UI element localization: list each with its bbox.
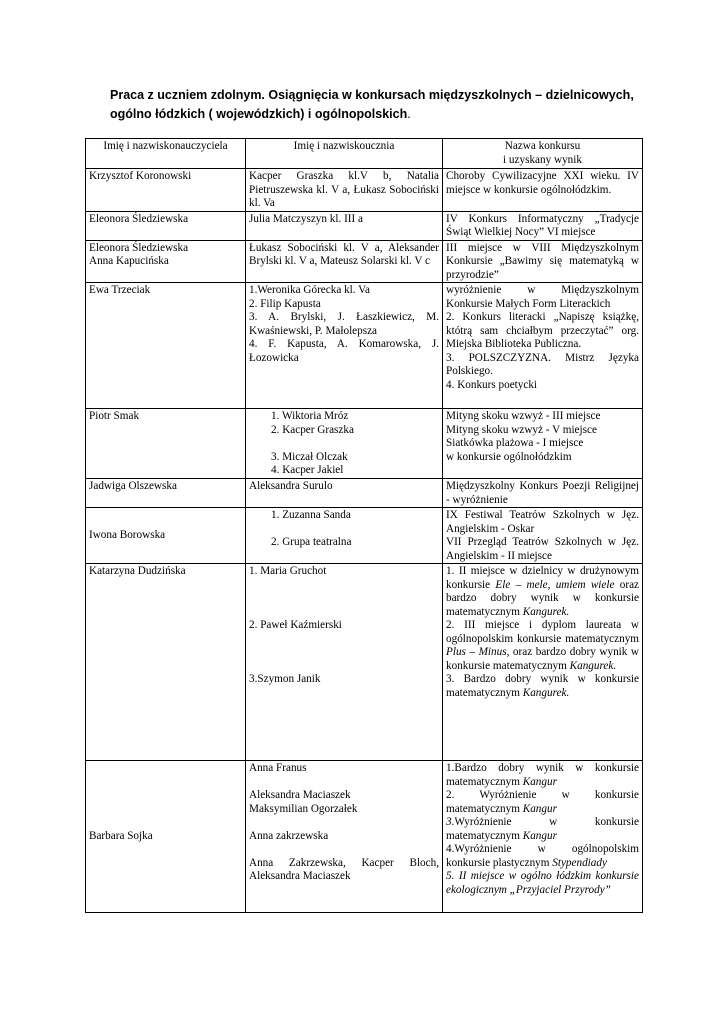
result-cell — [443, 508, 643, 564]
student-entry: 2. Paweł Kaźmierski — [249, 619, 342, 631]
result-entry — [446, 565, 639, 619]
result-cell — [443, 564, 643, 761]
result-entry — [446, 673, 639, 700]
table-header-row — [86, 139, 643, 169]
result-cell: III miejsce w VIII Międzyszkolnym Konkursie „Bawimy się matematyką w przyrodzie” — [443, 240, 643, 283]
result-text: oraz bardzo dobry wynik w konkursie matematycznym — [446, 578, 639, 618]
result-cell — [443, 761, 643, 913]
result-cell — [443, 283, 643, 409]
result-text: 4.Wyróżnienie w ogólnopolskim konkursie plastycznym — [446, 843, 639, 869]
result-text: Wyróżnienie w konkursie matematycznym — [446, 816, 639, 842]
student-entry: Maksymilian Ogorzałek — [249, 802, 358, 815]
result-entry — [446, 762, 639, 789]
contest-name: Kangurek. — [522, 605, 570, 618]
student-entry: Anna Zakrzewska, Kacper Bloch, Aleksandra Maciaszek — [249, 856, 439, 882]
teacher-cell — [86, 211, 246, 240]
table-row — [86, 169, 643, 212]
student-entry: 3. A. Brylski, J. Łaszkiewicz, M. Kwaśniewski, P. Małolepsza — [249, 311, 439, 337]
teacher-name: Barbara Sojka — [89, 830, 153, 843]
contest-name: Kangurek. — [569, 659, 617, 672]
spacer — [249, 592, 439, 606]
spacer — [249, 606, 439, 620]
teacher-cell — [86, 564, 246, 761]
contest-name: Plus – Minus, — [446, 646, 510, 658]
teacher-name: Eleonora Śledziewska — [89, 212, 189, 225]
student-cell — [246, 283, 443, 409]
table-row — [86, 761, 643, 913]
student-entry: Aleksandra Maciaszek — [249, 789, 351, 801]
spacer — [249, 843, 439, 857]
student-cell: Julia Matczyszyn kl. III a — [246, 211, 443, 240]
teacher-name: Eleonora Śledziewska — [89, 241, 189, 254]
result-cell: Choroby Cywilizacyjne XXI wieku. IV miejsce w konkursie ogólnołódzkim. — [443, 169, 643, 212]
contest-name: Kangur — [522, 829, 557, 842]
teacher-name: Iwona Borowska — [89, 529, 166, 542]
result-entry: Siatkówka plażowa - I miejsce — [446, 437, 584, 449]
student-entry: 4. Kacper Jakiel — [271, 464, 344, 476]
result-entry — [446, 619, 639, 673]
result-entry: 3. POLSZCZYZNA. Mistrz Języka Polskiego. — [446, 351, 639, 377]
result-entry: Mityng skoku wzwyż - III miejsce — [446, 410, 601, 422]
result-entry: wyróżnienie w Międzyszkolnym Konkursie Małych Form Literackich — [446, 284, 639, 310]
result-text: oraz bardzo dobry wynik w konkursie matematycznym — [446, 646, 640, 672]
result-entry: IX Festiwal Teatrów Szkolnych w Jęz. Angielskim - Oskar — [446, 509, 639, 535]
student-entry: 1. Wiktoria Mróz — [271, 410, 349, 422]
result-entry: w konkursie ogólnołódzkim — [446, 450, 572, 463]
teacher-cell — [86, 479, 246, 508]
teacher-name: Jadwiga Olszewska — [89, 480, 177, 492]
result-entry: Mityng skoku wzwyż - V miejsce — [446, 423, 597, 436]
result-text: 1.Bardzo dobry wynik w konkursie matematycznym — [446, 762, 639, 788]
header-contest — [443, 139, 643, 169]
spacer — [249, 579, 439, 593]
teacher-name: Ewa Trzeciak — [89, 284, 151, 296]
student-cell: Łukasz Sobociński kl. V a, Aleksander Brylski kl. V a, Mateusz Solarski kl. V c — [246, 240, 443, 283]
student-cell — [246, 564, 443, 761]
result-entry — [446, 816, 639, 843]
teacher-cell — [86, 508, 246, 564]
result-entry: VII Przegląd Teatrów Szkolnych w Jęz. Angielskim - II miejsce — [446, 536, 639, 562]
teacher-name: Krzysztof Koronowski — [89, 170, 192, 182]
teacher-cell — [86, 283, 246, 409]
header-contest-line2: i uzyskany wynik — [503, 153, 582, 166]
spacer — [249, 660, 439, 674]
student-cell: Kacper Graszka kl.V b, Natalia Pietruszewska kl. V a, Łukasz Sobociński kl. Va — [246, 169, 443, 212]
spacer — [249, 816, 439, 830]
spacer — [249, 646, 439, 660]
student-entry: 4. F. Kapusta, A. Komarowska, J. Łozowicka — [249, 338, 439, 364]
achievements-table — [85, 138, 643, 913]
contest-name: Kangur — [522, 802, 557, 815]
result-text: 2. Wyróżnienie w konkursie matematycznym — [446, 789, 639, 815]
contest-name: Kangur — [522, 775, 557, 788]
contest-name: Ele – mele, umiem wiele — [495, 578, 615, 591]
result-entry — [446, 843, 639, 870]
result-entry: 5. II miejsce w ogólno łódzkim konkursie ekologicznym „Przyjaciel Przyrody” — [446, 870, 639, 896]
teacher-cell — [86, 409, 246, 479]
spacer — [249, 523, 439, 537]
student-entry: 2. Grupa teatralna — [271, 536, 352, 548]
table-row — [86, 240, 643, 283]
table-row — [86, 409, 643, 479]
header-student: Imię i nazwiskoucznia — [246, 139, 443, 169]
header-teacher: Imię i nazwiskonauczyciela — [86, 139, 246, 169]
table-row — [86, 564, 643, 761]
student-entry: 2. Filip Kapusta — [249, 297, 321, 310]
student-cell: Aleksandra Surulo — [246, 479, 443, 508]
contest-name: Stypendiady — [552, 856, 607, 869]
student-entry: 1.Weronika Górecka kl. Va — [249, 284, 370, 296]
teacher-cell — [86, 761, 246, 913]
result-text: 3. Bardzo dobry wynik w konkursie matematycznym — [446, 673, 639, 699]
teacher-name: Anna Kapucińska — [89, 255, 169, 267]
student-cell — [246, 761, 443, 913]
result-cell: Międzyszkolny Konkurs Poezji Religijnej - wyróżnienie — [443, 479, 643, 508]
student-entry: 3.Szymon Janik — [249, 673, 321, 685]
result-entry — [446, 789, 639, 816]
result-entry: 2. Konkurs literacki „Napiszę książkę, któtrą sam chciałbym przeczytać” org. Miejska Biblioteka Publiczna. — [446, 311, 639, 350]
student-entry: 1. Maria Gruchot — [249, 565, 327, 577]
header-contest-line1: Nazwa konkursu — [504, 140, 581, 152]
teacher-name: Katarzyna Dudzińska — [89, 565, 186, 577]
title-dot: . — [407, 107, 411, 121]
student-cell — [246, 508, 443, 564]
title-text: Praca z uczniem zdolnym. Osiągnięcia w konkursach międzyszkolnych – dzielnicowych, ogólno łódzkich ( wojewódzkich) i ogólnopolskich — [110, 88, 634, 121]
student-entry: 3. Miczał Olczak — [271, 450, 348, 463]
table-row — [86, 283, 643, 409]
page-title — [110, 86, 650, 124]
result-text: 1. II miejsce w dzielnicy w drużynowym konkursie — [446, 565, 639, 591]
student-entry: 1. Zuzanna Sanda — [271, 509, 351, 521]
teacher-name: Piotr Smak — [89, 410, 140, 422]
student-entry: Anna zakrzewska — [249, 829, 329, 842]
result-cell — [443, 409, 643, 479]
teacher-cell — [86, 169, 246, 212]
student-entry: 2. Kacper Graszka — [271, 423, 354, 436]
result-cell: IV Konkurs Informatyczny „Tradycje Świąt Wielkiej Nocy” VI miejsce — [443, 211, 643, 240]
result-entry: 4. Konkurs poetycki — [446, 378, 538, 391]
teacher-cell — [86, 240, 246, 283]
result-number: 3. — [446, 816, 455, 828]
spacer — [249, 633, 439, 647]
spacer — [249, 776, 439, 790]
student-cell — [246, 409, 443, 479]
spacer — [249, 437, 439, 451]
contest-name: Kangurek. — [522, 686, 570, 699]
student-entry: Anna Franus — [249, 762, 307, 774]
table-row — [86, 508, 643, 564]
table-row — [86, 211, 643, 240]
result-text: 2. III miejsce i dyplom laureata w ogólnopolskim konkursie matematycznym — [446, 619, 639, 645]
table-row — [86, 479, 643, 508]
